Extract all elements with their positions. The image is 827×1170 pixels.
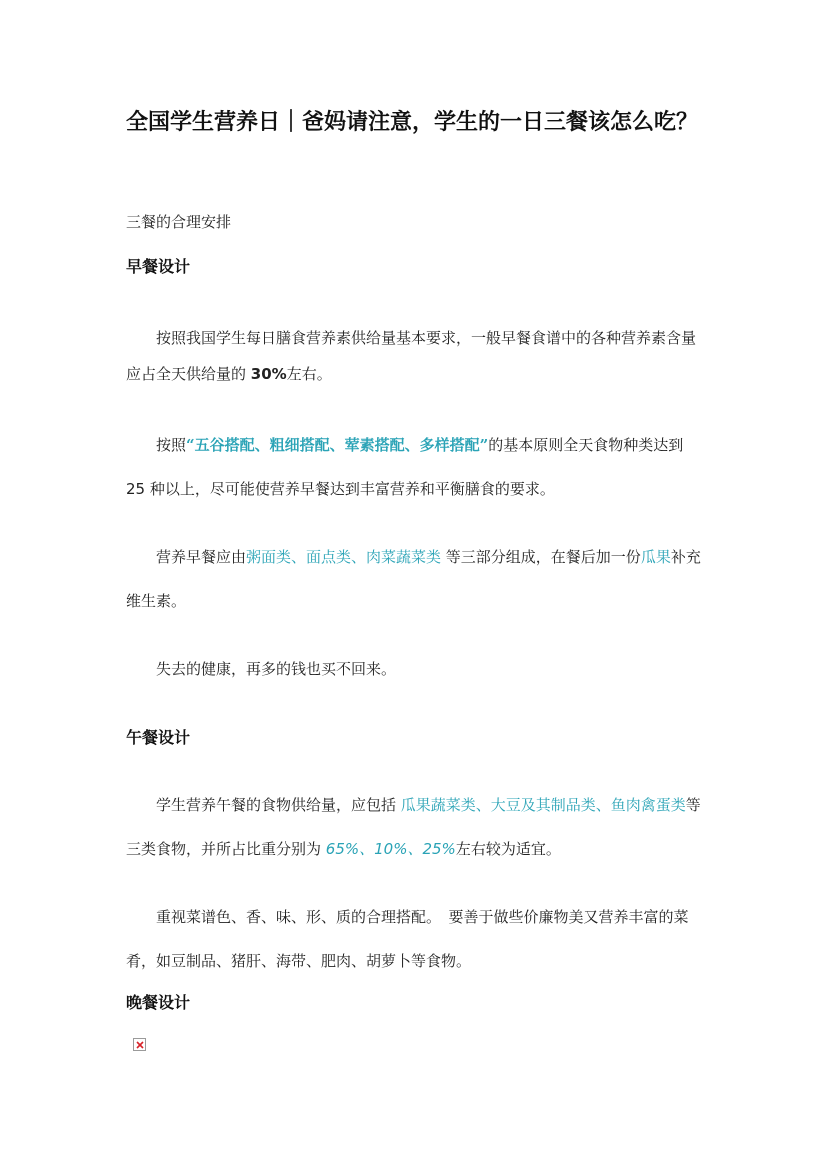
breakfast-paragraph-4: 失去的健康，再多的钱也买不回来。 [156,660,397,678]
dinner-heading: 晚餐设计 [126,993,191,1012]
breakfast-p1-text-b: 左右。 [286,365,332,383]
breakfast-paragraph-1 [126,320,701,392]
breakfast-p3-text-a: 营养早餐应由 [156,548,247,566]
breakfast-p3-text-c: 补充维生素。 [126,548,701,610]
breakfast-p2-highlight: “五谷搭配、粗细搭配、荤素搭配、多样搭配” [186,436,489,454]
lunch-heading: 午餐设计 [126,728,191,747]
breakfast-p2-text-b: 的基本原则全天食物种类达到 25 种以上，尽可能使营养早餐达到丰富营养和平衡膳食的要求。 [126,436,684,498]
lunch-p1-text-c: 左右较为适宜。 [455,840,561,858]
breakfast-p1-percent: 30% [250,365,287,383]
breakfast-p1-text-a: 按照我国学生每日膳食营养素供给量基本要求，一般早餐食谱中的各种营养素含量应占全天供给量的 [126,329,697,383]
breakfast-heading: 早餐设计 [126,257,191,276]
lunch-paragraph-1 [126,783,701,871]
breakfast-p3-text-b: 等三部分组成，在餐后加一份 [441,548,641,566]
article-title: 全国学生营养日｜爸妈请注意，学生的一日三餐该怎么吃？ [126,109,699,135]
lunch-p1-highlight-a: 瓜果蔬菜类、大豆及其制品类、鱼肉禽蛋类 [400,796,686,814]
broken-image-x-mark [136,1041,144,1049]
lunch-p1-highlight-b: 65%、10%、25% [325,840,456,858]
breakfast-paragraph-2 [126,423,701,511]
breakfast-p3-highlight-a: 粥面类、面点类、肉菜蔬菜类 [246,548,442,566]
lunch-p1-text-b: 等三类食物，并所占比重分别为 [126,796,701,858]
breakfast-p2-text-a: 按照 [156,436,187,454]
broken-image-icon [133,1038,146,1051]
lunch-p1-text-a: 学生营养午餐的食物供给量，应包括 [156,796,401,814]
breakfast-paragraph-3 [126,535,701,623]
article-subtitle: 三餐的合理安排 [126,213,232,231]
lunch-paragraph-2: 重视菜谱色、香、味、形、质的合理搭配。 要善于做些价廉物美又营养丰富的菜肴，如豆制品、猪肝、海带、肥肉、胡萝卜等食物。 [126,908,689,970]
breakfast-p3-highlight-b: 瓜果 [640,548,671,566]
